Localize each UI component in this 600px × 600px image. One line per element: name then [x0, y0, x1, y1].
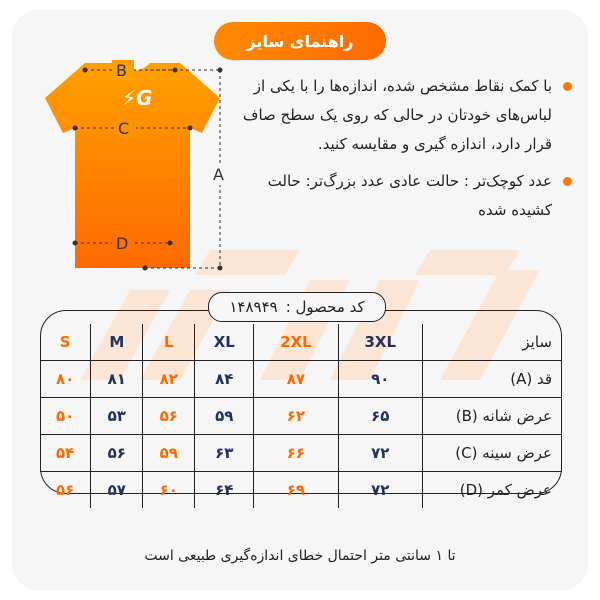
table-cell: ۷۲ [338, 472, 422, 509]
table-cell: ۸۲ [143, 361, 195, 398]
table-cell: ۶۳ [195, 435, 254, 472]
row-header: عرض کمر (D) [423, 472, 563, 509]
size-col-header: 2XL [254, 324, 338, 361]
table-cell: ۵۶ [40, 472, 91, 509]
size-col-header: S [59, 333, 71, 351]
label-a: A [213, 165, 224, 184]
table-cell: ۹۰ [338, 361, 422, 398]
product-code-value: ۱۴۸۹۴۹ [229, 298, 278, 316]
size-table [40, 324, 562, 508]
bullet-dot-icon [563, 177, 572, 186]
instruction-item: عدد کوچک‌تر : حالت عادی عدد بزرگ‌تر: حالت کشیده شده [242, 167, 572, 225]
table-row [40, 398, 562, 435]
bullet-dot-icon [563, 82, 572, 91]
size-col-header: XL [195, 324, 254, 361]
page-title: راهنمای سایز [214, 22, 386, 60]
size-col-header: M [91, 324, 143, 361]
table-cell: ۶۹ [254, 472, 338, 509]
logo-mark: ⚡G [122, 86, 153, 110]
table-cell: ۷۲ [338, 435, 422, 472]
row-header: عرض سینه (C) [423, 435, 563, 472]
table-row [40, 435, 562, 472]
table-cell: ۶۰ [143, 472, 195, 509]
size-col-header: 3XL [338, 324, 422, 361]
table-cell: ۶۵ [338, 398, 422, 435]
product-code-label: کد محصول : [285, 298, 365, 316]
table-cell: ۶۶ [254, 435, 338, 472]
table-row [40, 472, 562, 509]
row-header: عرض شانه (B) [423, 398, 563, 435]
instruction-item: با کمک نقاط مشخص شده، اندازه‌ها را با یکی از لباس‌های خودتان در حالی که روی یک سطح صاف قرار دارد، اندازه گیری و مقایسه کنید. [242, 72, 572, 159]
table-cell: ۶۲ [254, 398, 338, 435]
table-cell: ۵۶ [143, 398, 195, 435]
table-cell: ۸۴ [195, 361, 254, 398]
table-cell: ۸۷ [254, 361, 338, 398]
label-c: C [118, 119, 130, 138]
table-cell: ۶۴ [195, 472, 254, 509]
size-col-header: L [143, 324, 195, 361]
tshirt-diagram [30, 58, 240, 278]
table-cell: ۵۹ [195, 398, 254, 435]
footer-note: تا ۱ سانتی متر احتمال خطای اندازه‌گیری طبیعی است [144, 548, 456, 564]
table-row [40, 361, 562, 398]
table-cell: ۸۰ [40, 361, 91, 398]
table-cell: ۵۴ [40, 435, 91, 472]
product-code [208, 292, 386, 322]
row-header: سایز [423, 324, 563, 361]
table-cell: ۸۱ [91, 361, 143, 398]
table-cell: ۵۷ [91, 472, 143, 509]
table-cell: ۵۹ [143, 435, 195, 472]
table-cell: ۵۶ [91, 435, 143, 472]
row-header: قد (A) [423, 361, 563, 398]
table-cell: ۵۳ [91, 398, 143, 435]
table-cell: ۵۰ [40, 398, 91, 435]
label-b: B [116, 61, 127, 80]
instructions [242, 72, 572, 233]
table-header-row [40, 324, 562, 361]
label-d: D [116, 234, 129, 253]
